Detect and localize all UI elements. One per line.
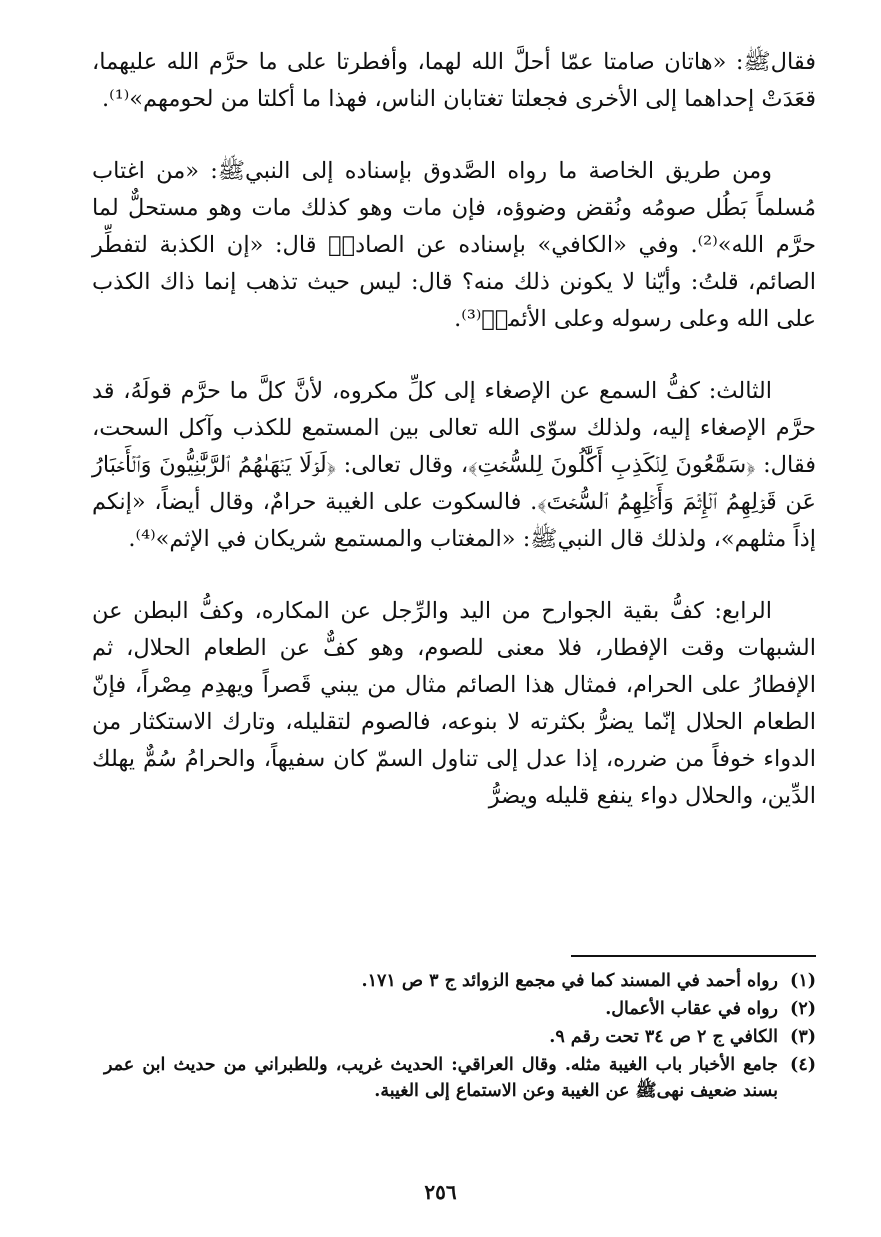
footnote-item: [104, 996, 816, 1022]
footnote-separator: [571, 955, 816, 957]
paragraph-gap: [92, 118, 816, 153]
footnote-item: [104, 968, 816, 994]
page-number: ٢٥٦: [424, 1180, 457, 1204]
paragraph-hadith-fasting-women: فقالﷺ: «هاتان صامتا عمّا أحلَّ الله لهما، وأفطرتا على ما حرَّم الله عليهما، قعَدَتْ إحداهما إلى الأخرى فجعلتا تغتابان الناس، فهذا ما أكلتا من لحومهم»⁽¹⁾.: [92, 49, 816, 112]
footnote-text: جامع الأخبار باب الغيبة مثله. وقال العراقي: الحديث غريب، وللطبراني من حديث ابن عمر بسند ضعيف نهىﷺ عن الغيبة وعن الاستماع إلى الغيبة.: [104, 1055, 778, 1101]
paragraph-fourth-limbs: الرابع: كفُّ بقية الجوارح من اليد والرِّجل عن المكاره، وكفُّ البطن عن الشبهات وقت الإفطار، فلا معنى للصوم، وهو كفٌّ عن الطعام الحلال، ثم الإفطارُ على الحرام، فمثال هذا الصائم مثال من يبني قَصراً ويهدِم مِصْراً، فإنّ الطعام الحلال إنّما يضرُّ بكثرته لا بنوعه، فالصوم لتقليله، وتارك الاستكثار من الدواء خوفاً من ضرره، إذا عدل إلى تناول السمّ كان سفيهاً، والحرامُ سُمٌّ يهلك الدِّين، والحلال دواء ينفع قليله ويضرُّ: [92, 598, 816, 809]
footnote-text: الكافي ج ٢ ص ٣٤ تحت رقم ٩.: [549, 1027, 778, 1047]
footnote-number: (٤): [790, 1055, 816, 1075]
footnote-item: [104, 1052, 816, 1104]
paragraph-third-hearing: الثالث: كفُّ السمع عن الإصغاء إلى كلِّ مكروه، لأنَّ كلَّ ما حرَّم قولَهُ، قد حرَّم الإصغاء إليه، ولذلك سوّى الله تعالى بين المستمع للكذب وآكل السحت، فقال: ﴿سَمَّٰعُونَ لِلۡكَذِبِ أَكَّٰلُونَ لِلسُّحۡتِ﴾، وقال تعالى: ﴿لَوۡلَا يَنۡهَىٰهُمُ ٱلرَّبَّٰنِيُّونَ وَٱلۡأَحۡبَارُ عَن قَوۡلِهِمُ ٱلۡإِثۡمَ وَأَكۡلِهِمُ ٱلسُّحۡتَ﴾. فالسكوت على الغيبة حرامٌ، وقال أيضاً، «إنكم إذاً مثلهم»، ولذلك قال النبيﷺ: «المغتاب والمستمع شريكان في الإثم»⁽⁴⁾.: [92, 378, 816, 552]
paragraph-shia-narration: ومن طريق الخاصة ما رواه الصَّدوق بإسناده إلى النبيﷺ: «من اغتاب مُسلماً بَطُل صومُه ونُقض وضوؤه، فإن مات وهو كذلك مات وهو مستحلٌّ لما حرَّم الله»⁽²⁾. وفي «الكافي» بإسناده عن الصادقؑ قال: «إن الكذبة لتفطِّر الصائم، قلتُ: وأيّنا لا يكونن ذلك منه؟ قال: ليس حيث تذهب إنما ذاك الكذب على الله وعلى رسوله وعلى الأئمةؑ⁽³⁾.: [92, 158, 816, 332]
paragraph-gap: [92, 558, 816, 593]
footnote-number: (٣): [790, 1027, 816, 1047]
paragraph-gap: [92, 338, 816, 373]
footnote-number: (٢): [790, 999, 816, 1019]
main-text: [92, 44, 816, 815]
footnotes: [104, 968, 816, 1106]
footnote-text: رواه في عقاب الأعمال.: [605, 999, 778, 1019]
footnote-number: (١): [790, 971, 816, 991]
footnote-item: [104, 1024, 816, 1050]
footnote-text: رواه أحمد في المسند كما في مجمع الزوائد ج ٣ ص ١٧١.: [361, 971, 778, 991]
